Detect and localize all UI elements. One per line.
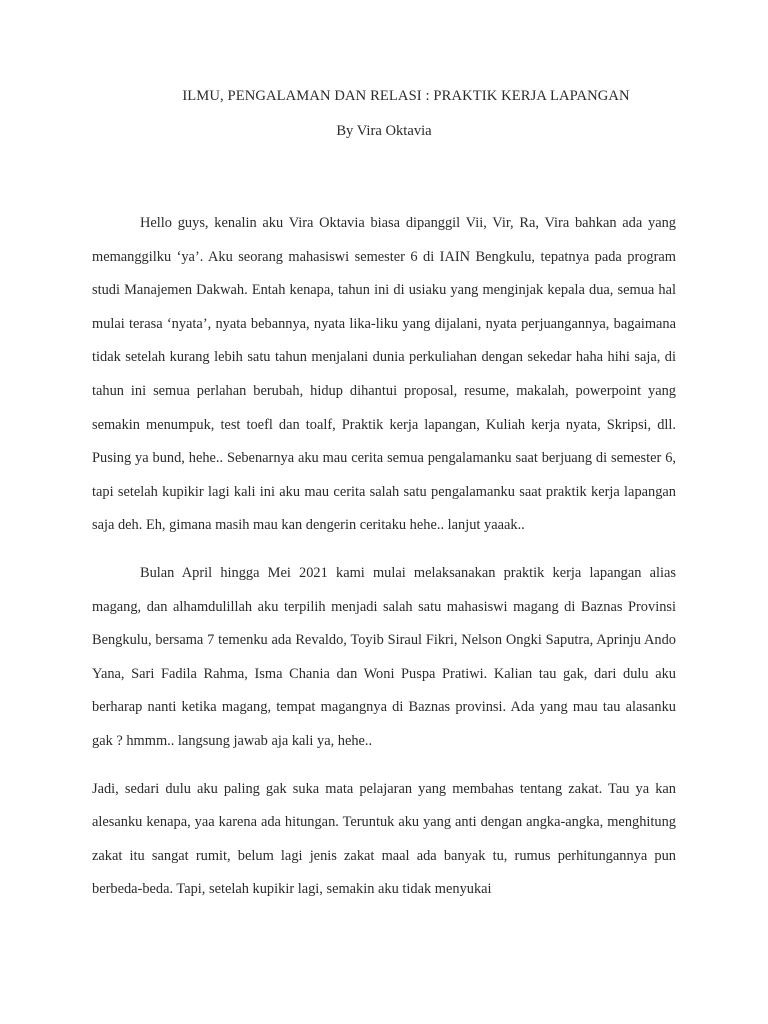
paragraph-internship: Bulan April hingga Mei 2021 kami mulai melaksanakan praktik kerja lapangan alias magang, dan alhamdulillah aku terpilih menjadi salah satu mahasiswi magang di Baznas Provinsi Bengkulu, bersama 7 temenku ada Revaldo, Toyib Siraul Fikri, Nelson Ongki Saputra, Aprinju Ando Yana, Sari Fadila Rahma, Isma Chania dan Woni Puspa Pratiwi. Kalian tau gak, dari dulu aku berharap nanti ketika magang, tempat magangnya di Baznas provinsi. Ada yang mau tau alasanku gak ? hmmm.. langsung jawab aja kali ya, hehe.. bbox=[92, 564, 676, 749]
paragraph-intro: Hello guys, kenalin aku Vira Oktavia biasa dipanggil Vii, Vir, Ra, Vira bahkan ada yang memanggilku ‘ya’. Aku seorang mahasiswi semester 6 di IAIN Bengkulu, tepatnya pada program studi Manajemen Dakwah. Entah kenapa, tahun ini di usiaku yang menginjak kepala dua, semua hal mulai terasa ‘nyata’, nyata bebannya, nyata lika-liku yang dijalani, nyata perjuangannya, bagaimana tidak setelah kurang lebih satu tahun menjalani dunia perkuliahan dengan sekedar haha hihi saja, di tahun ini semua perlahan berubah, hidup dihantui proposal, resume, makalah, powerpoint yang semakin menumpuk, test toefl dan toalf, Praktik kerja lapangan, Kuliah kerja nyata, Skripsi, dll. Pusing ya bund, hehe.. Sebenarnya aku mau cerita semua pengalamanku saat berjuang di semester 6, tapi setelah kupikir lagi kali ini aku mau cerita salah satu pengalamanku saat praktik kerja lapangan saja deh. Eh, gimana masih mau kan dengerin ceritaku hehe.. lanjut yaaak.. bbox=[92, 215, 676, 534]
document-title: ILMU, PENGALAMAN DAN RELASI : PRAKTIK KERJA LAPANGAN bbox=[182, 88, 630, 104]
paragraph-zakat: Jadi, sedari dulu aku paling gak suka mata pelajaran yang membahas tentang zakat. Tau ya kan alesanku kenapa, yaa karena ada hitungan. Teruntuk aku yang anti dengan angka-angka, menghitung zakat itu sangat rumit, belum lagi jenis zakat maal ada banyak tu, rumus perhitungannya pun berbeda-beda. Tapi, setelah kupikir lagi, semakin aku tidak menyukai bbox=[92, 780, 676, 898]
document-body bbox=[92, 207, 676, 907]
author-byline: By Vira Oktavia bbox=[336, 123, 432, 139]
